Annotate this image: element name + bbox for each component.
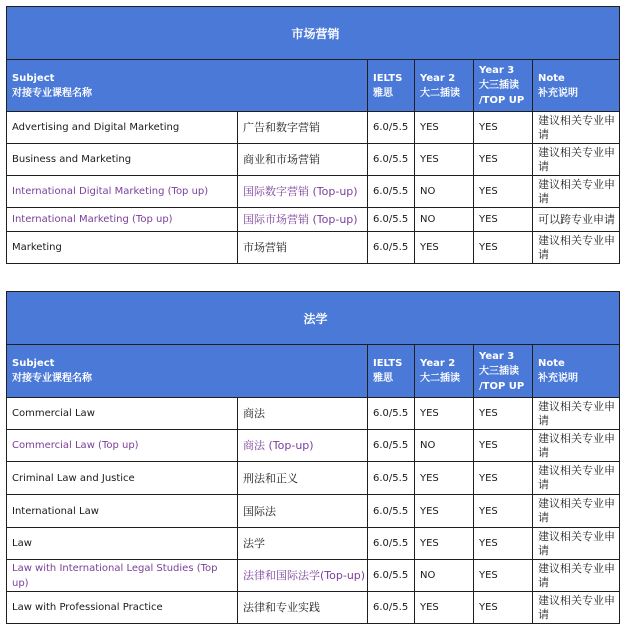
ielts-cell: 6.0/5.5 xyxy=(368,528,415,560)
table-row xyxy=(7,528,620,560)
year2-header-cn: 大二插读 xyxy=(420,373,460,384)
year3-cell: YES xyxy=(474,430,533,462)
course-name-en: International Law xyxy=(7,495,238,528)
year3-header-en: Year 3 xyxy=(479,350,515,362)
note-cell: 建议相关专业申请 xyxy=(533,232,620,264)
ielts-cell: 6.0/5.5 xyxy=(368,232,415,264)
year3-cell: YES xyxy=(474,495,533,528)
note-cell: 建议相关专业申请 xyxy=(533,560,620,592)
ielts-cell: 6.0/5.5 xyxy=(368,462,415,495)
ielts-cell: 6.0/5.5 xyxy=(368,430,415,462)
table-header-row xyxy=(7,345,620,398)
course-name-en: Law with International Legal Studies (Top up) xyxy=(7,560,238,592)
course-name-cn: 商法 (Top-up) xyxy=(238,430,368,462)
year3-cell: YES xyxy=(474,560,533,592)
law-table xyxy=(6,291,620,624)
note-cell: 建议相关专业申请 xyxy=(533,592,620,624)
year3-cell: YES xyxy=(474,462,533,495)
course-name-cn: 法律和专业实践 xyxy=(238,592,368,624)
note-cell: 建议相关专业申请 xyxy=(533,495,620,528)
table-row xyxy=(7,495,620,528)
course-name-cn: 广告和数字营销 xyxy=(238,112,368,144)
year2-cell: NO xyxy=(415,176,474,208)
note-cell: 建议相关专业申请 xyxy=(533,144,620,176)
year2-header-en: Year 2 xyxy=(420,72,456,84)
ielts-cell: 6.0/5.5 xyxy=(368,592,415,624)
ielts-cell: 6.0/5.5 xyxy=(368,176,415,208)
subject-header-en: Subject xyxy=(12,72,55,84)
table-row xyxy=(7,560,620,592)
course-name-cn: 法律和国际法学(Top-up) xyxy=(238,560,368,592)
year2-cell: YES xyxy=(415,592,474,624)
year2-cell: YES xyxy=(415,495,474,528)
marketing-table xyxy=(6,6,620,264)
year3-cell: YES xyxy=(474,592,533,624)
note-cell: 可以跨专业申请 xyxy=(533,208,620,232)
year2-cell: YES xyxy=(415,144,474,176)
ielts-header-cn: 雅思 xyxy=(373,373,393,384)
year2-header xyxy=(415,345,474,398)
course-name-cn: 国际数字营销 (Top-up) xyxy=(238,176,368,208)
year3-cell: YES xyxy=(474,144,533,176)
subject-header-cn: 对接专业课程名称 xyxy=(12,87,92,99)
year2-cell: NO xyxy=(415,208,474,232)
course-name-en: Marketing xyxy=(7,232,238,264)
ielts-header-en: IELTS xyxy=(373,358,403,369)
table-title: 法学 xyxy=(7,292,620,345)
note-cell: 建议相关专业申请 xyxy=(533,398,620,430)
course-name-cn: 市场营销 xyxy=(238,232,368,264)
course-name-en: Commercial Law xyxy=(7,398,238,430)
ielts-cell: 6.0/5.5 xyxy=(368,495,415,528)
ielts-header xyxy=(368,345,415,398)
table-row xyxy=(7,208,620,232)
year2-cell: YES xyxy=(415,232,474,264)
ielts-cell: 6.0/5.5 xyxy=(368,208,415,232)
year2-cell: NO xyxy=(415,560,474,592)
table-title: 市场营销 xyxy=(7,7,620,60)
note-header-cn: 补充说明 xyxy=(538,87,578,99)
table-row xyxy=(7,430,620,462)
course-name-cn: 国际市场营销 (Top-up) xyxy=(238,208,368,232)
note-cell: 建议相关专业申请 xyxy=(533,462,620,495)
table-title-row xyxy=(7,292,620,345)
table-row xyxy=(7,462,620,495)
year3-header xyxy=(474,60,533,112)
table-row xyxy=(7,144,620,176)
ielts-header-cn: 雅思 xyxy=(373,87,393,99)
year2-header-en: Year 2 xyxy=(420,358,456,369)
ielts-cell: 6.0/5.5 xyxy=(368,144,415,176)
note-header-en: Note xyxy=(538,72,565,84)
year3-cell: YES xyxy=(474,208,533,232)
year2-cell: YES xyxy=(415,112,474,144)
subject-header-en: Subject xyxy=(12,358,55,369)
note-cell: 建议相关专业申请 xyxy=(533,176,620,208)
year3-header-cn: 大三插读 xyxy=(479,365,519,377)
course-name-cn: 法学 xyxy=(238,528,368,560)
year3-header-extra: /TOP UP xyxy=(479,380,525,392)
table-row xyxy=(7,232,620,264)
ielts-header xyxy=(368,60,415,112)
table-row xyxy=(7,398,620,430)
subject-header xyxy=(7,345,238,398)
table-row xyxy=(7,176,620,208)
course-name-en: Business and Marketing xyxy=(7,144,238,176)
course-name-en: Law xyxy=(7,528,238,560)
note-cell: 建议相关专业申请 xyxy=(533,430,620,462)
note-cell: 建议相关专业申请 xyxy=(533,528,620,560)
course-name-cn: 刑法和正义 xyxy=(238,462,368,495)
course-name-en: Law with Professional Practice xyxy=(7,592,238,624)
subject-header-cn: 对接专业课程名称 xyxy=(12,373,92,384)
year3-cell: YES xyxy=(474,232,533,264)
table-title-row xyxy=(7,7,620,60)
year3-cell: YES xyxy=(474,112,533,144)
course-name-cn: 国际法 xyxy=(238,495,368,528)
subject-header-spacer xyxy=(238,345,368,398)
course-name-en: Advertising and Digital Marketing xyxy=(7,112,238,144)
year2-header-cn: 大二插读 xyxy=(420,87,460,99)
year3-header xyxy=(474,345,533,398)
year3-cell: YES xyxy=(474,398,533,430)
note-cell: 建议相关专业申请 xyxy=(533,112,620,144)
year3-header-cn: 大三插读 xyxy=(479,80,519,91)
year2-header xyxy=(415,60,474,112)
year2-cell: YES xyxy=(415,528,474,560)
ielts-cell: 6.0/5.5 xyxy=(368,398,415,430)
ielts-cell: 6.0/5.5 xyxy=(368,560,415,592)
table-header-row xyxy=(7,60,620,112)
year3-cell: YES xyxy=(474,176,533,208)
year3-header-en: Year 3 xyxy=(479,65,515,76)
course-name-en: Commercial Law (Top up) xyxy=(7,430,238,462)
year2-cell: NO xyxy=(415,430,474,462)
year3-cell: YES xyxy=(474,528,533,560)
note-header xyxy=(533,345,620,398)
year3-header-extra: /TOP UP xyxy=(479,95,525,106)
note-header-en: Note xyxy=(538,358,565,369)
note-header-cn: 补充说明 xyxy=(538,373,578,384)
course-name-en: International Marketing (Top up) xyxy=(7,208,238,232)
note-header xyxy=(533,60,620,112)
year2-cell: YES xyxy=(415,398,474,430)
subject-header xyxy=(7,60,238,112)
course-name-en: International Digital Marketing (Top up) xyxy=(7,176,238,208)
ielts-cell: 6.0/5.5 xyxy=(368,112,415,144)
course-name-cn: 商法 xyxy=(238,398,368,430)
table-row xyxy=(7,112,620,144)
table-row xyxy=(7,592,620,624)
ielts-header-en: IELTS xyxy=(373,72,403,84)
year2-cell: YES xyxy=(415,462,474,495)
course-name-en: Criminal Law and Justice xyxy=(7,462,238,495)
course-name-cn: 商业和市场营销 xyxy=(238,144,368,176)
subject-header-spacer xyxy=(238,60,368,112)
